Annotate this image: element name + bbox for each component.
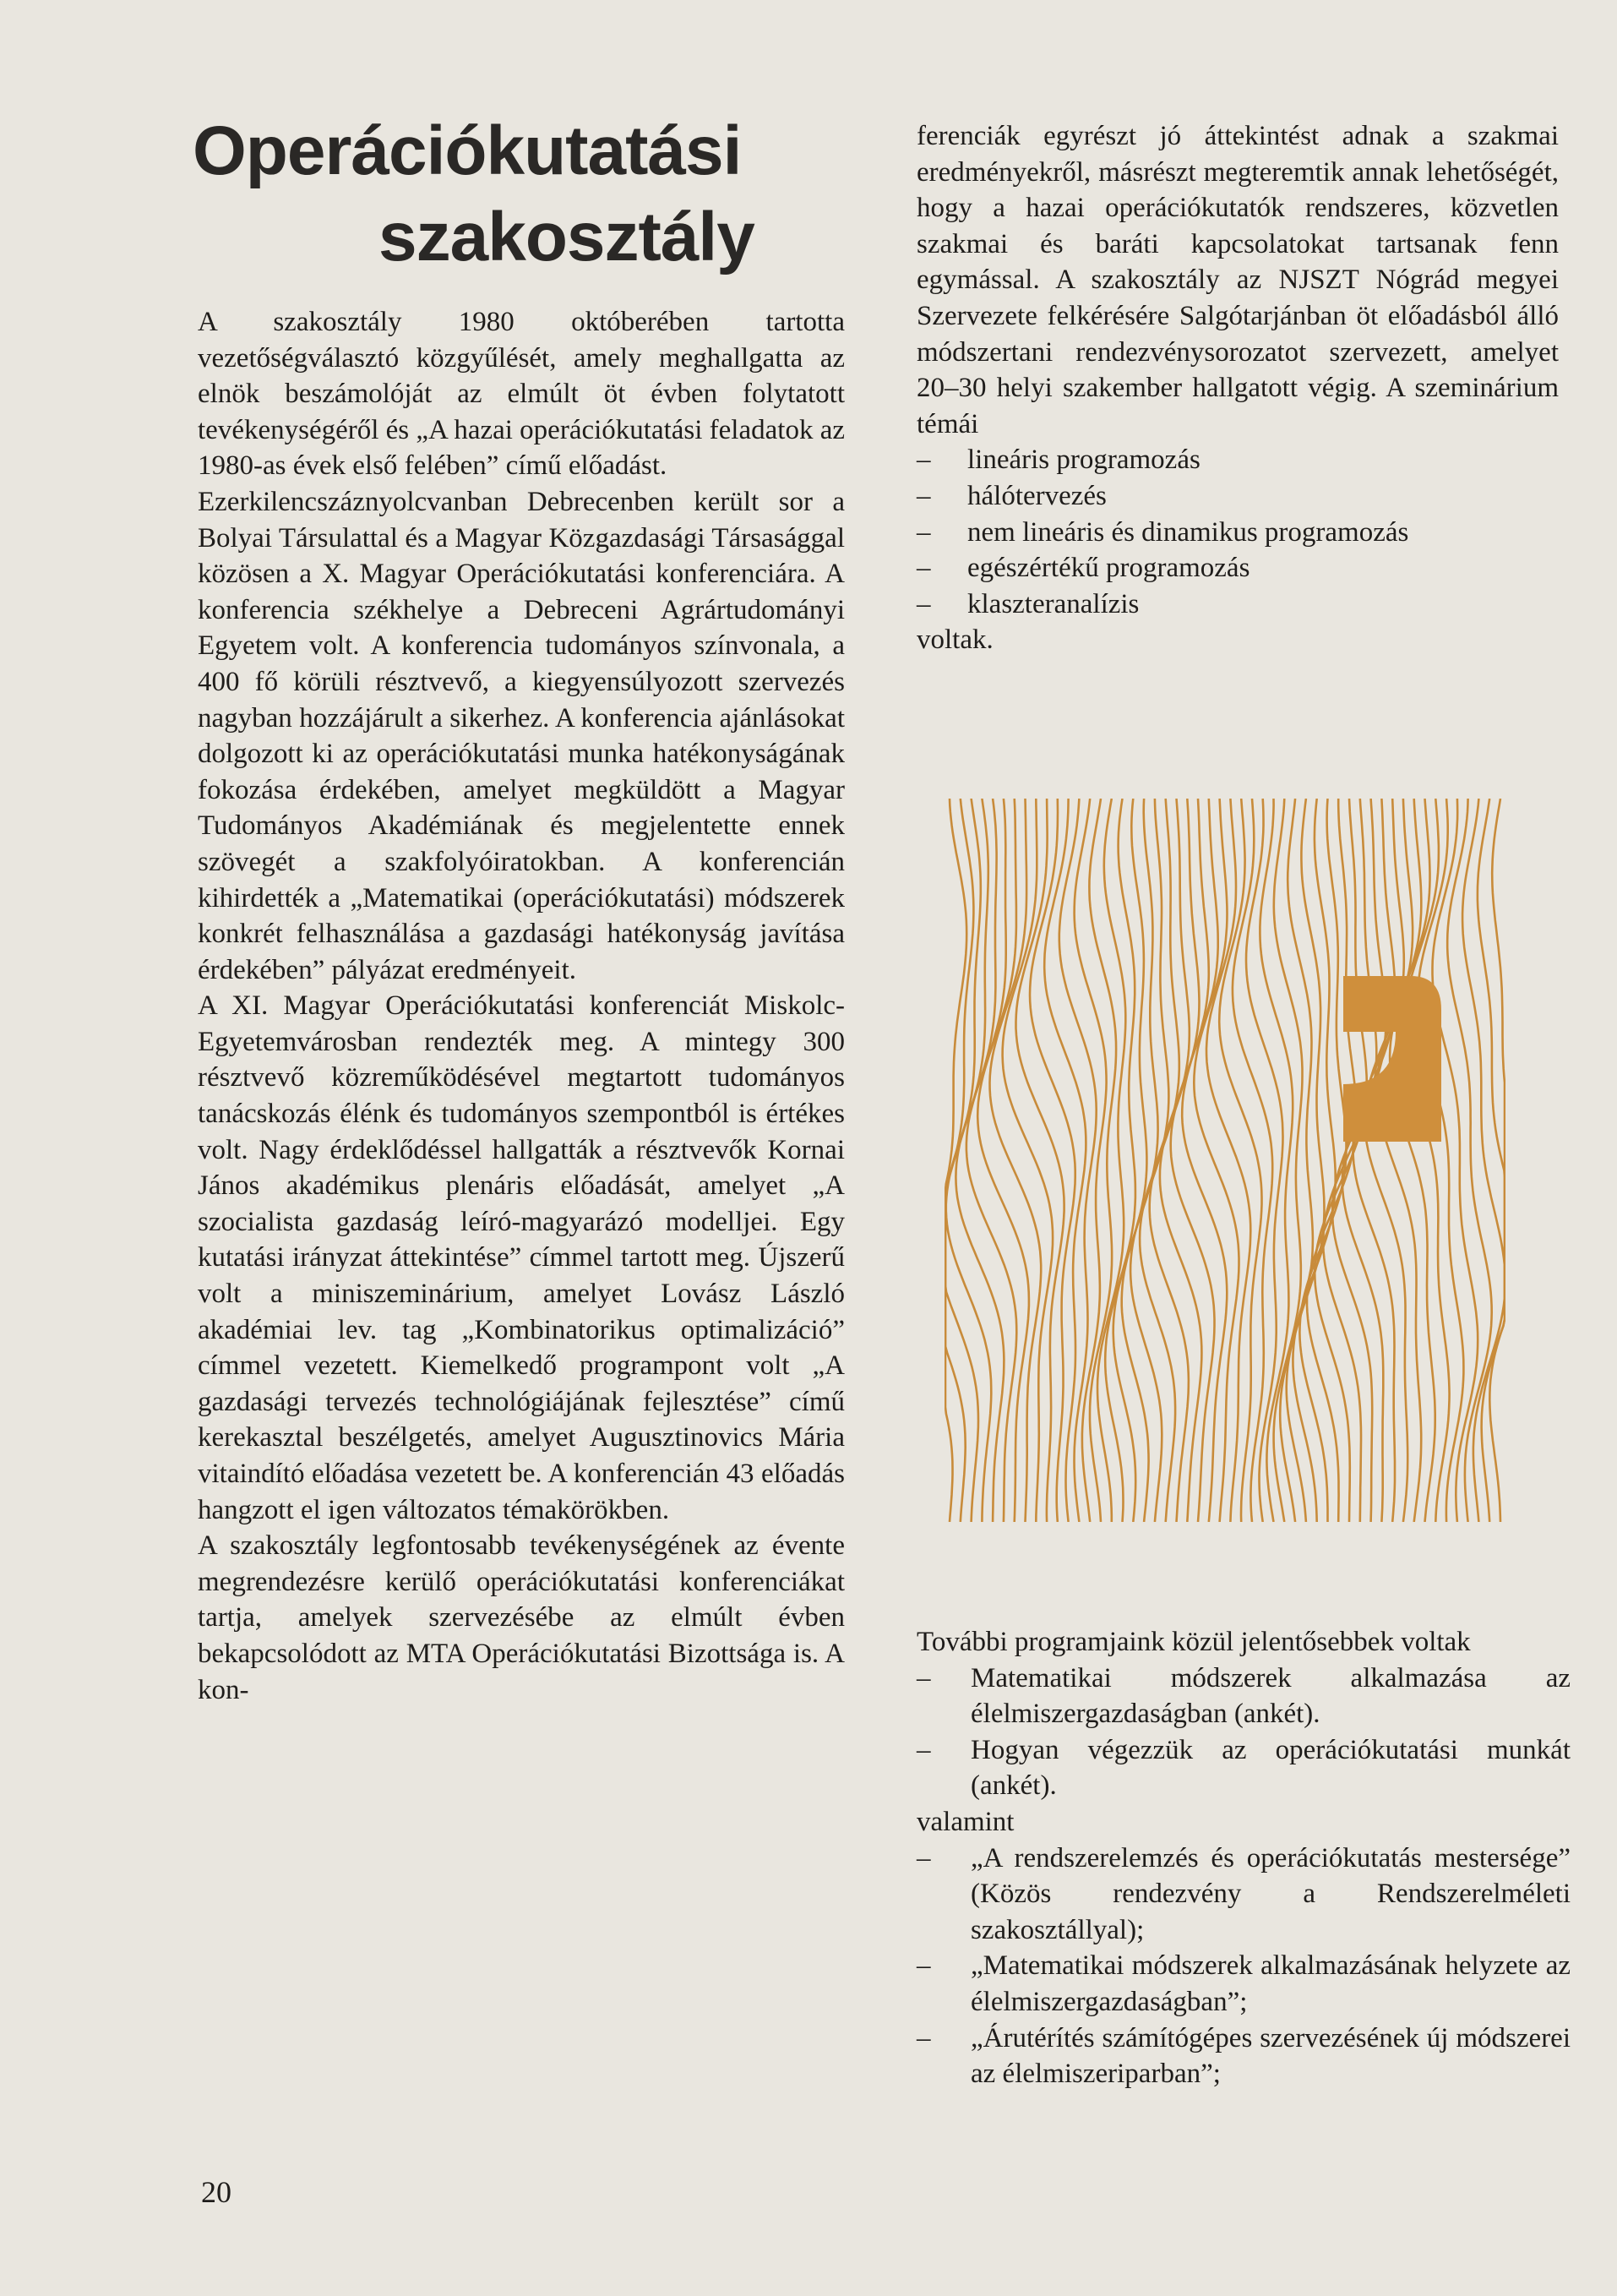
art-line	[1246, 799, 1283, 1522]
paragraph-assembly: A szakosztály 1980 októberében tartotta vezetőségválasztó közgyűlését, amely meghallgatta az elnök beszámolóját az elmúlt öt évben folytatott tevékenységéről és „A hazai operációkutatási feladatok az 1980-as évek első felében” című előadást.	[198, 307, 845, 482]
paragraph-debrecen-conference: Ezerkilencszáznyolcvanban Debrecenben került sor a Bolyai Társulattal és a Magyar Közgazdasági Társasággal közösen a X. Magyar Operációkutatási konferenciára. A konferencia székhelye a Debreceni Agrártudományi Egyetem volt. A konferencia tudományos színvonala, a 400 fő körüli résztvevő, a kiegyensúlyozott szervezés nagyban hozzájárult a sikerhez. A konferencia ajánlásokat dolgozott ki az operációkutatási munka hatékonyságának fokozása érdekében, amelyet megküldött a Magyar Tudományos Akadémiának és megjelentette ennek szövegét a szakfolyóiratokban. A konferencián kihirdették a „Matematikai (operációkutatási) módszerek konkrét felhasználása a gazdasági hatékonyság javítása érdekében” pályázat eredményeit.	[198, 486, 845, 985]
seminar-closing: voltak.	[917, 624, 994, 656]
list-item: – nem lineáris és dinamikus programozás	[917, 515, 1559, 551]
programs-list-second	[917, 1841, 1571, 2092]
page-number: 20	[201, 2175, 231, 2209]
programs-intro: További programjaink közül jelentősebbek voltak	[917, 1627, 1471, 1657]
art-line	[1130, 799, 1168, 1522]
left-column	[198, 304, 845, 1708]
paragraph-conferences-continued: ferenciák egyrészt jó áttekintést adnak a szakmai eredményekről, másrészt megteremtik annak lehetőségét, hogy a hazai operációkutatók rendszeres, közvetlen szakmai és baráti kapcsolatokat tartsanak fenn egymással. A szakosztály az NJSZT Nógrád megyei Szervezete felkérésére Salgótarjánban öt előadásból álló módszertani rendezvénysorozatot szervezett, amelyet 20–30 helyi szakember hallgatott végig. A szeminárium témái	[917, 121, 1559, 439]
decorative-line-artwork	[945, 799, 1505, 1522]
seminar-topics-list	[917, 442, 1559, 622]
programs-connector: valamint	[917, 1806, 1015, 1837]
art-line	[1113, 799, 1147, 1522]
list-item: – lineáris programozás	[917, 442, 1559, 478]
art-line	[1462, 799, 1505, 1522]
list-item: – Hogyan végezzük az operációkutatási munkát (ankét).	[917, 1732, 1571, 1804]
list-item: – klaszteranalízis	[917, 586, 1559, 623]
list-item: – hálótervezés	[917, 478, 1559, 515]
list-item: – egészértékű programozás	[917, 550, 1559, 586]
art-line	[1287, 799, 1325, 1522]
art-line	[1016, 799, 1064, 1522]
list-item: – Matematikai módszerek alkalmazása az élelmiszergazdaságban (ankét).	[917, 1661, 1571, 1732]
paragraph-main-activity: A szakosztály legfontosabb tevékenységének az évente megrendezésre kerülő operációkutatási konferenciákat tartja, amelyek szervezésébe az elmúlt évben bekapcsolódott az MTA Operációkutatási Bizottsága is. A kon-	[198, 1530, 845, 1705]
section-title-line-2: szakosztály	[378, 199, 754, 275]
art-line	[1418, 799, 1463, 1522]
art-line	[977, 799, 1029, 1522]
right-column-bottom	[917, 1624, 1571, 2092]
list-item: – „Árutérítés számítógépes szervezésének új módszerei az élelmiszeriparban”;	[917, 2021, 1571, 2092]
programs-list-first	[917, 1661, 1571, 1804]
list-item: – „Matematikai módszerek alkalmazásának helyzete az élelmiszergazdaságban”;	[917, 1948, 1571, 2020]
art-line	[1332, 799, 1386, 1522]
art-block	[1343, 976, 1441, 1142]
list-item: – „A rendszerelemzés és operációkutatás mestersége” (Közös rendezvény a Rendszerelméleti szakosztállyal);	[917, 1841, 1571, 1949]
section-title-line-1: Operációkutatási	[193, 112, 742, 189]
right-column-top	[917, 118, 1559, 658]
paragraph-miskolc-conference: A XI. Magyar Operációkutatási konferenciát Miskolc- Egyetemvárosban rendezték meg. A mintegy 300 résztvevő közreműködésével megtartott tudományos tanácskozás élénk és tudományos szempontból is értékes volt. Nagy érdeklődéssel hallgatták a résztvevők Kornai János akadémikus plenáris előadását, amelyet „A szocialista gazdaság leíró-magyarázó modelljei. Egy kutatási irányzat áttekintése” címmel tartott meg. Újszerű volt a miniszeminárium, amelyet Lovász László akadémiai lev. tag „Kombinatorikus optimalizáció” címmel vezetett. Kiemelkedő programpont volt „A gazdasági tervezés technológiájának fejlesztése” című kerekasztal beszélgetés, amelyet Augusztinovics Mária vitaindító előadása vezetett be. A konferencián 43 előadás hangzott el igen változatos témakörökben.	[198, 990, 845, 1525]
